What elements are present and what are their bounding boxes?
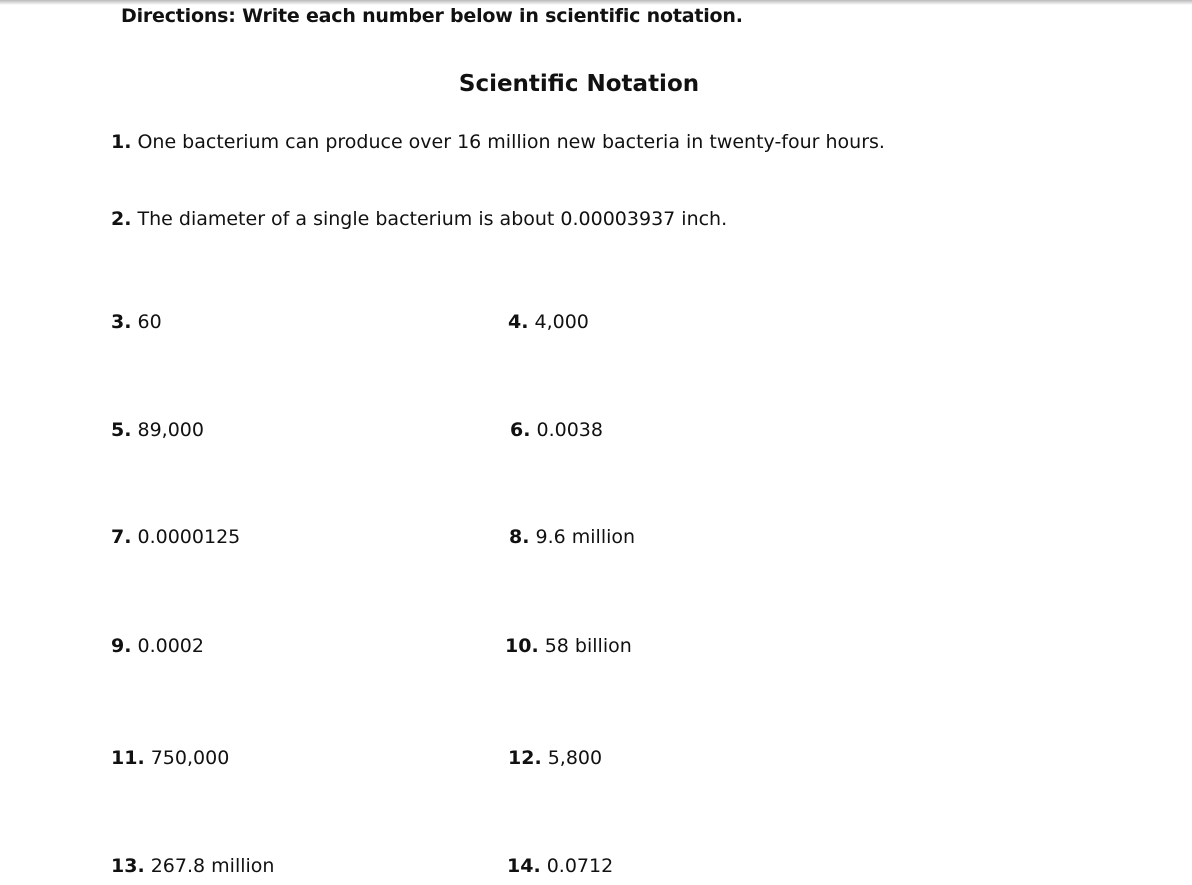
exercise-12 (508, 747, 602, 769)
exercise-9 (111, 635, 204, 657)
exercise-13 (111, 855, 274, 877)
exercise-number: 14. (507, 855, 541, 877)
exercise-number: 7. (111, 526, 132, 548)
word-problem-2 (111, 208, 727, 230)
exercise-number: 6. (510, 419, 531, 441)
exercise-3 (111, 311, 162, 333)
exercise-6 (510, 419, 603, 441)
exercise-value: 0.0038 (536, 419, 603, 441)
exercise-value: 60 (137, 311, 162, 333)
question-text: One bacterium can produce over 16 million new bacteria in twenty-four hours. (137, 131, 885, 153)
exercise-value: 4,000 (534, 311, 589, 333)
exercise-value: 267.8 million (150, 855, 275, 877)
exercise-number: 3. (111, 311, 132, 333)
exercise-4 (508, 311, 589, 333)
question-text: The diameter of a single bacterium is about 0.00003937 inch. (137, 208, 728, 230)
exercise-value: 58 billion (544, 635, 632, 657)
exercise-11 (111, 747, 229, 769)
exercise-number: 11. (111, 747, 145, 769)
exercise-value: 9.6 million (535, 526, 636, 548)
exercise-value: 750,000 (150, 747, 230, 769)
exercise-value: 5,800 (547, 747, 603, 769)
exercise-10 (505, 635, 632, 657)
exercise-value: 0.0712 (546, 855, 614, 877)
exercise-value: 0.0000125 (137, 526, 241, 548)
exercise-number: 10. (505, 635, 539, 657)
exercise-number: 13. (111, 855, 145, 877)
exercise-7 (111, 526, 240, 548)
exercise-number: 9. (111, 635, 132, 657)
exercise-number: 8. (509, 526, 530, 548)
exercise-value: 0.0002 (137, 635, 204, 657)
worksheet-title: Scientific Notation (458, 71, 700, 97)
question-number: 2. (111, 208, 132, 230)
exercise-8 (509, 526, 635, 548)
exercise-number: 12. (508, 747, 542, 769)
exercise-5 (111, 419, 204, 441)
exercise-value: 89,000 (137, 419, 204, 441)
question-number: 1. (111, 131, 132, 153)
word-problem-1 (111, 131, 885, 153)
exercise-14 (507, 855, 613, 877)
directions-text: Directions: Write each number below in scientific notation. (121, 5, 743, 27)
exercise-number: 4. (508, 311, 529, 333)
exercise-number: 5. (111, 419, 132, 441)
